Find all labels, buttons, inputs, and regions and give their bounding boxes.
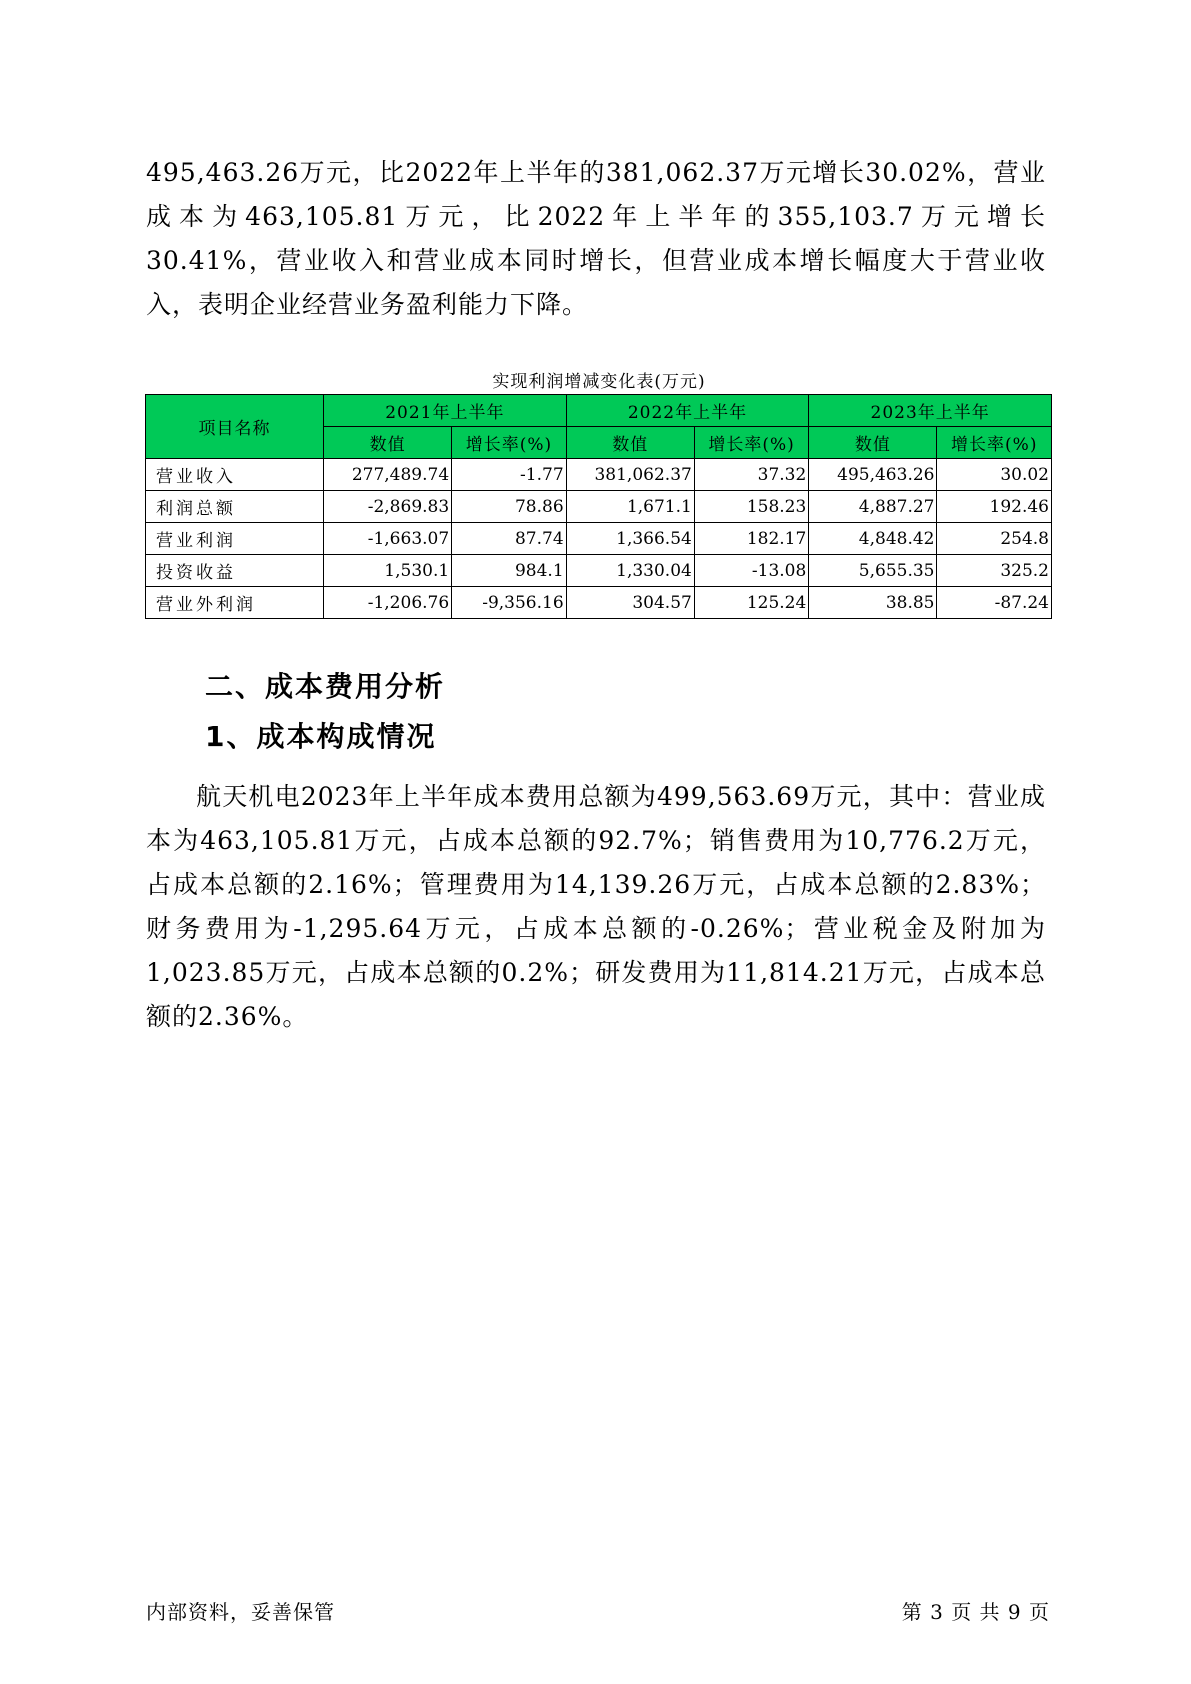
- cell-value: 1,671.1: [566, 491, 694, 523]
- header-value: 数值: [566, 427, 694, 459]
- header-year-2022: 2022年上半年: [566, 395, 809, 427]
- cell-growth: 158.23: [694, 491, 808, 523]
- table-row: [146, 523, 1052, 555]
- row-name: 营业利润: [146, 523, 324, 555]
- cell-value: 38.85: [809, 587, 937, 619]
- cell-value: 1,330.04: [566, 555, 694, 587]
- table-row: [146, 491, 1052, 523]
- cell-growth: 87.74: [452, 523, 566, 555]
- row-name: 营业收入: [146, 459, 324, 491]
- cell-growth: -13.08: [694, 555, 808, 587]
- cell-growth: 125.24: [694, 587, 808, 619]
- cost-paragraph: 航天机电2023年上半年成本费用总额为499,563.69万元，其中：营业成本为463,105.81万元，占成本总额的92.7%；销售费用为10,776.2万元，占成本总额的2.16%；管理费用为14,139.26万元，占成本总额的2.83%；财务费用为-1,295.64万元，占成本总额的-0.26%；营业税金及附加为1,023.85万元，占成本总额的0.2%；研发费用为11,814.21万元，占成本总额的2.36%。: [146, 782, 1046, 1031]
- cell-growth: -9,356.16: [452, 587, 566, 619]
- table-header-row-years: [146, 395, 1052, 427]
- cell-value: -2,869.83: [324, 491, 452, 523]
- cell-value: 4,848.42: [809, 523, 937, 555]
- header-growth: 增长率(%): [937, 427, 1052, 459]
- cell-value: 277,489.74: [324, 459, 452, 491]
- cell-growth: 30.02: [937, 459, 1052, 491]
- header-year-2021: 2021年上半年: [324, 395, 567, 427]
- header-year-2023: 2023年上半年: [809, 395, 1052, 427]
- profit-change-table: [145, 394, 1052, 619]
- cell-value: 495,463.26: [809, 459, 937, 491]
- cell-growth: 78.86: [452, 491, 566, 523]
- cell-growth: 182.17: [694, 523, 808, 555]
- footer-confidential-note: 内部资料，妥善保管: [146, 1600, 335, 1624]
- cell-value: 304.57: [566, 587, 694, 619]
- cell-value: -1,663.07: [324, 523, 452, 555]
- intro-paragraph: 495,463.26万元，比2022年上半年的381,062.37万元增长30.02%，营业成本为463,105.81万元，比2022年上半年的355,103.7万元增长30.41%，营业收入和营业成本同时增长，但营业成本增长幅度大于营业收入，表明企业经营业务盈利能力下降。: [146, 158, 1046, 319]
- table-row: [146, 459, 1052, 491]
- table-row: [146, 555, 1052, 587]
- footer-page-number: 第 3 页 共 9 页: [901, 1600, 1050, 1624]
- cell-growth: -87.24: [937, 587, 1052, 619]
- cell-growth: 984.1: [452, 555, 566, 587]
- table-caption: 实现利润增减变化表(万元): [492, 372, 706, 392]
- cell-value: 381,062.37: [566, 459, 694, 491]
- table-row: [146, 587, 1052, 619]
- cell-value: -1,206.76: [324, 587, 452, 619]
- header-growth: 增长率(%): [694, 427, 808, 459]
- row-name: 利润总额: [146, 491, 324, 523]
- cell-value: 5,655.35: [809, 555, 937, 587]
- header-item-name: 项目名称: [146, 395, 324, 459]
- cell-value: 1,530.1: [324, 555, 452, 587]
- cell-growth: 254.8: [937, 523, 1052, 555]
- header-value: 数值: [324, 427, 452, 459]
- header-value: 数值: [809, 427, 937, 459]
- header-growth: 增长率(%): [452, 427, 566, 459]
- cell-value: 1,366.54: [566, 523, 694, 555]
- cell-growth: -1.77: [452, 459, 566, 491]
- cell-growth: 325.2: [937, 555, 1052, 587]
- subsection-heading: 1、成本构成情况: [205, 720, 437, 753]
- cell-growth: 37.32: [694, 459, 808, 491]
- section-heading: 二、成本费用分析: [205, 670, 446, 703]
- cell-value: 4,887.27: [809, 491, 937, 523]
- row-name: 营业外利润: [146, 587, 324, 619]
- cell-growth: 192.46: [937, 491, 1052, 523]
- row-name: 投资收益: [146, 555, 324, 587]
